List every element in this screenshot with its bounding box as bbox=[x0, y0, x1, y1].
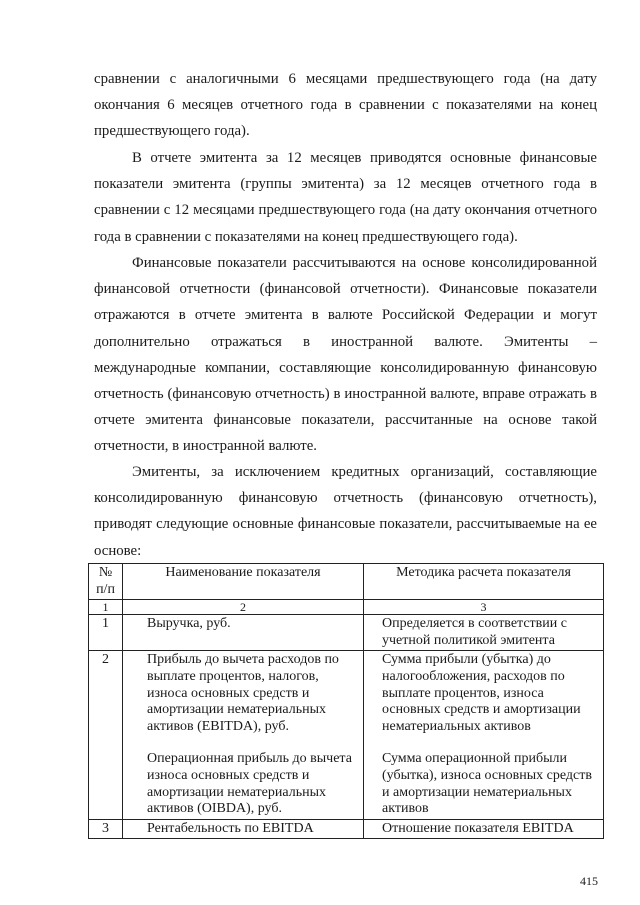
row-number: 2 bbox=[89, 651, 123, 819]
row-number: 3 bbox=[89, 819, 123, 839]
row-number: 1 bbox=[89, 615, 123, 651]
indicator-name: Рентабельность по EBITDA bbox=[147, 820, 314, 836]
calc-method: Отношение показателя EBITDA bbox=[382, 820, 574, 836]
calc-method: Определяется в соответствии с учетной политикой эмитента bbox=[382, 616, 567, 648]
col-number-1: 1 bbox=[89, 600, 123, 615]
table-row bbox=[89, 615, 604, 651]
calc-method: Сумма прибыли (убытка) до налогообложения, расходов по выплате процентов, износа основных средств и амортизации нематериальных активов bbox=[382, 652, 581, 734]
col-number-3: 3 bbox=[364, 600, 604, 615]
indicator-name: Прибыль до вычета расходов по выплате процентов, налогов, износа основных средств и амортизации нематериальных активов (EBITDA), руб. bbox=[147, 652, 339, 734]
indicator-name-secondary: Операционная прибыль до вычета износа основных средств и амортизации нематериальных активов (OIBDA), руб. bbox=[147, 751, 352, 817]
table-row bbox=[89, 651, 604, 819]
indicators-table bbox=[88, 563, 604, 839]
header-calc-method: Методика расчета показателя bbox=[364, 564, 604, 600]
paragraph-issuers: Эмитенты, за исключением кредитных организаций, составляющие консолидированную финансовую отчетность (финансовую отчетность), приводят следующие основные финансовые показатели, рассчитываемые на ее основе: bbox=[94, 464, 597, 559]
table-row bbox=[89, 819, 604, 839]
col-number-2: 2 bbox=[123, 600, 364, 615]
page-number: 415 bbox=[580, 874, 598, 888]
paragraph-financial-indicators: Финансовые показатели рассчитываются на основе консолидированной финансовой отчетности (финансовой отчетности). Финансовые показатели отражаются в отчете эмитента в валюте Российской Федерации и могут дополнительно отражаться в иностранной валюте. Эмитенты – международные компании, составляющие консолидированную финансовую отчетность (финансовую отчетность) в иностранной валюте, вправе отражать в отчете эмитента финансовые показатели, рассчитанные на основе такой отчетности, в иностранной валюте. bbox=[94, 255, 597, 455]
calc-method-secondary: Сумма операционной прибыли (убытка), износа основных средств и амортизации нематериальных активов bbox=[382, 751, 592, 817]
header-indicator-name: Наименование показателя bbox=[123, 564, 364, 600]
header-number: № п/п bbox=[89, 564, 123, 600]
paragraph-12-month-report: В отчете эмитента за 12 месяцев приводятся основные финансовые показатели эмитента (группы эмитента) за 12 месяцев отчетного года в сравнении с 12 месяцами предшествующего года (на дату окончания отчетного года в сравнении с показателями на конец предшествующего года). bbox=[94, 150, 597, 245]
indicator-name: Выручка, руб. bbox=[147, 616, 231, 632]
table-column-numbers-row bbox=[89, 600, 604, 615]
paragraph-continuation: сравнении с аналогичными 6 месяцами предшествующего года (на дату окончания 6 месяцев отчетного года в сравнении с показателями на конец предшествующего года). bbox=[94, 71, 597, 140]
table-header-row bbox=[89, 564, 604, 600]
